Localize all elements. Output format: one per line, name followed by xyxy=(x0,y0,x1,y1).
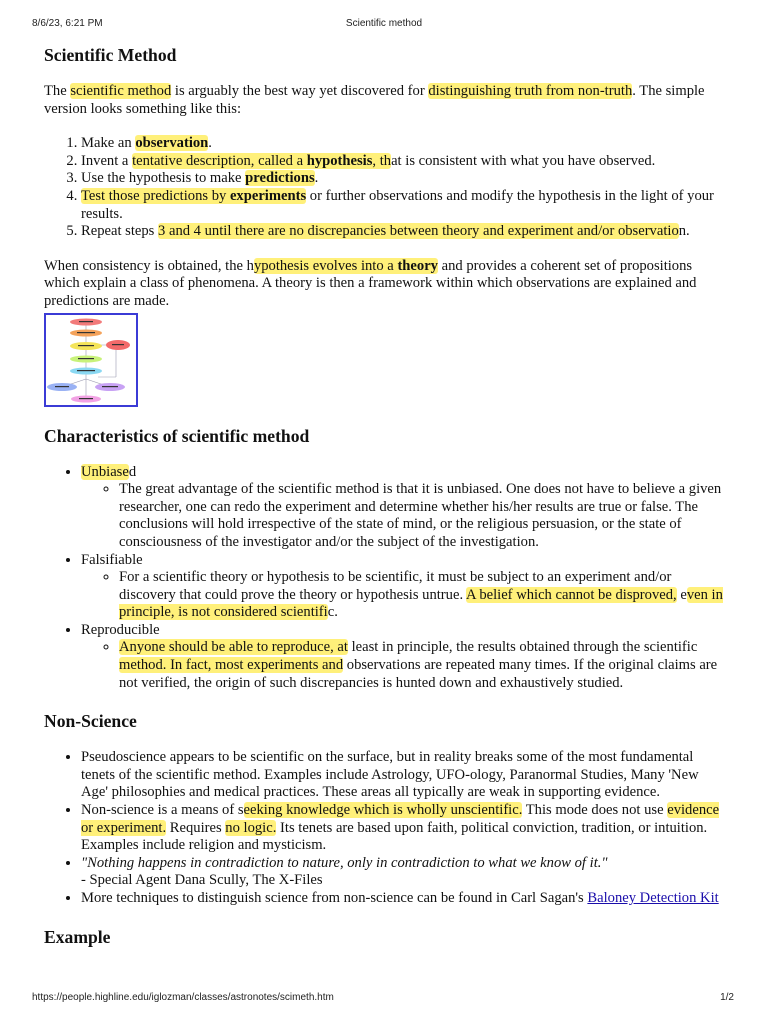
highlight: ven in principle, is not considered scientifi xyxy=(119,586,723,621)
highlight: evidence or experiment. xyxy=(81,802,720,836)
quote-attribution: - Special Agent Dana Scully, The X-Files xyxy=(81,872,323,889)
step-item: 5. Repeat steps 3 and 4 until there are no discrepancies between theory and experiment and/or observation. xyxy=(81,223,724,241)
list-item: • Falsifiable ◦ For a scientific theory or hypothesis to be scientific, it must be subject to an experiment and/or discovery that could prove the theory or hypothesis untrue. A belief which cannot be disproved, even in principle, is not considered scientific. xyxy=(81,552,724,622)
print-datetime: 8/6/23, 6:21 PM xyxy=(32,18,103,29)
flowchart-graphic xyxy=(46,315,136,405)
highlight: distinguishing truth from non-truth xyxy=(428,83,633,99)
step-item: 1. Make an observation. xyxy=(81,135,724,153)
list-item: • Unbiased ◦ The great advantage of the scientific method is that it is unbiased. One does not have to believe a given researcher, one can redo the experiment and determine whether his/her results are true or false. The conclusions will hold irrespective of the state of mind, or the religious persuasion, or the state of consciousness of the investigator and/or the subject of the investigation. xyxy=(81,464,724,552)
heading-characteristics: Characteristics of scientific method xyxy=(44,425,310,446)
print-title: Scientific method xyxy=(345,18,423,29)
list-item: • Pseudoscience appears to be scientific on the surface, but in reality breaks some of the most fundamental tenets of the scientific method. Examples include Astrology, UFO-ology, Paranormal Studies, Many 'New Age' philosophies and medical practices. These areas all typically are weak in supporting evidence. xyxy=(81,749,724,802)
method-steps xyxy=(44,135,724,241)
list-item: ◦ For a scientific theory or hypothesis to be scientific, it must be subject to an experiment and/or discovery that could prove the theory or hypothesis untrue. A belief which cannot be disproved, even in principle, is not considered scientific. xyxy=(119,569,724,622)
sub-list xyxy=(81,481,724,551)
highlight: predictions xyxy=(245,170,315,187)
list-item xyxy=(81,855,724,890)
list-item: ◦ The great advantage of the scientific method is that it is unbiased. One does not have to believe a given researcher, one can redo the experiment and determine whether his/her results are true or false. The conclusions will hold irrespective of the state of mind, or the religious persuasion, or the state of consciousness of the investigator and/or the subject of the investigation. xyxy=(119,481,724,551)
characteristics-list xyxy=(44,464,724,693)
scientific-method-flowchart-image[interactable] xyxy=(44,313,138,407)
print-url: https://people.highline.edu/iglozman/classes/astronotes/scimeth.htm xyxy=(32,992,334,1003)
highlight: Test those predictions by experiments xyxy=(81,187,307,204)
highlight: no logic. xyxy=(225,819,277,836)
list-item: ◦ Anyone should be able to reproduce, at least in principle, the results obtained through the scientific method. In fact, most experiments and observations are repeated many times. If the original claims are not verified, the origin of such discrepancies is hunted down and exhaustively studied. xyxy=(119,639,724,692)
step-item: 2. Invent a tentative description, called a hypothesis, that is consistent with what you have observed. xyxy=(81,153,724,171)
print-page-number: 1/2 xyxy=(720,992,734,1003)
highlight: observation xyxy=(135,135,209,152)
highlight: A belief which cannot be disproved, xyxy=(465,586,677,603)
non-science-list xyxy=(44,749,724,907)
list-item: • Reproducible ◦ Anyone should be able to reproduce, at least in principle, the results obtained through the scientific method. In fact, most experiments and observations are repeated many times. If the original claims are not verified, the origin of such discrepancies is hunted down and exhaustively studied. xyxy=(81,622,724,692)
baloney-detection-kit-link[interactable]: Baloney Detection Kit xyxy=(587,890,719,906)
highlight: 3 and 4 until there are no discrepancies between theory and experiment and/or observatio xyxy=(158,223,679,240)
highlight: ypothesis evolves into a theory xyxy=(253,257,438,274)
list-item: • Non-science is a means of seeking knowledge which is wholly unscientific. This mode does not use evidence or experiment. Requires no logic. Its tenets are based upon faith, political conviction, tradition, or intuition. Examples include religion and mysticism. xyxy=(81,802,724,855)
highlight: eeking knowledge which is wholly unscientific. xyxy=(243,802,523,819)
highlight: method. In fact, most experiments and xyxy=(119,657,344,674)
sub-list xyxy=(81,639,724,692)
scully-quote: "Nothing happens in contradiction to nature, only in contradiction to what we know of it." xyxy=(81,854,608,871)
document-body xyxy=(44,44,724,948)
heading-non-science: Non-Science xyxy=(44,711,137,732)
heading-example: Example xyxy=(44,926,111,947)
list-item: • More techniques to distinguish science from non-science can be found in Carl Sagan's Baloney Detection Kit xyxy=(81,890,724,908)
step-item: 4. Test those predictions by experiments or further observations and modify the hypothesis in the light of your results. xyxy=(81,188,724,223)
intro-paragraph: The scientific method is arguably the best way yet discovered for distinguishing truth from non-truth. The simple version looks something like this: xyxy=(44,83,705,117)
heading-scientific-method: Scientific Method xyxy=(44,45,177,65)
step-item: 3. Use the hypothesis to make predictions. xyxy=(81,170,724,188)
theory-paragraph: When consistency is obtained, the hypothesis evolves into a theory and provides a coherent set of propositions which explain a class of phenomena. A theory is then a framework within which observations are explained and predictions are made. xyxy=(44,257,697,309)
highlight: Anyone should be able to reproduce, at xyxy=(119,639,348,656)
highlight: scientific method xyxy=(70,83,172,99)
highlight: Unbiase xyxy=(81,463,129,480)
highlight: tentative description, called a hypothesis, th xyxy=(132,152,392,169)
sub-list xyxy=(81,569,724,622)
